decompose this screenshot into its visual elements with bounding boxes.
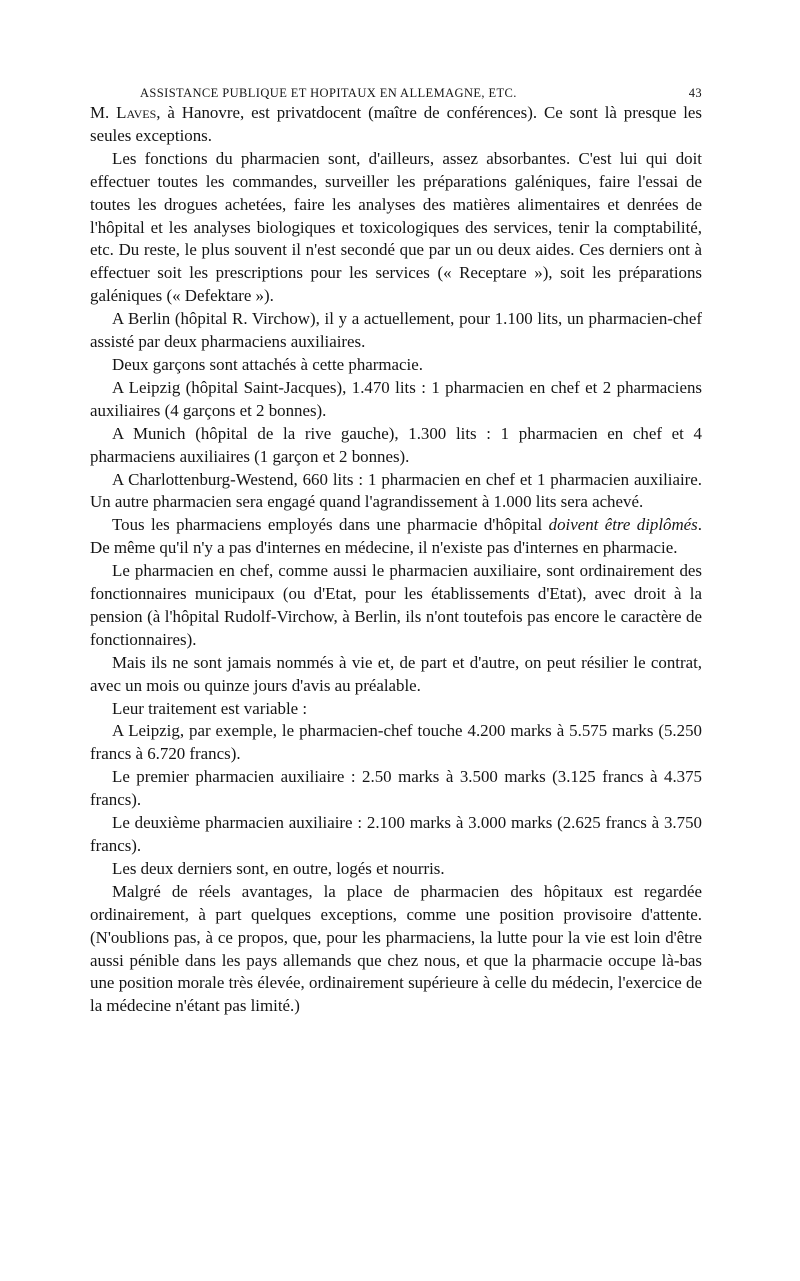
body-text bbox=[90, 102, 702, 1018]
paragraph: A Berlin (hôpital R. Virchow), il y a actuellement, pour 1.100 lits, un pharmacien-chef assisté par deux pharmaciens auxiliaires. bbox=[90, 309, 702, 352]
paragraph: Leur traitement est variable : bbox=[112, 698, 308, 718]
paragraph: Les deux derniers sont, en outre, logés et nourris. bbox=[112, 858, 445, 878]
book-page bbox=[90, 76, 702, 1018]
paragraph: M. Laves, à Hanovre, est privatdocent (maître de conférences). Ce sont là presque les seules exceptions. bbox=[90, 103, 702, 145]
paragraph: A Leipzig (hôpital Saint-Jacques), 1.470 lits : 1 pharmacien en chef et 2 pharmaciens auxiliaires (4 garçons et 2 bonnes). bbox=[90, 377, 702, 420]
paragraph: Le premier pharmacien auxiliaire : 2.50 marks à 3.500 marks (3.125 francs à 4.375 francs). bbox=[90, 767, 702, 810]
paragraph: A Leipzig, par exemple, le pharmacien-chef touche 4.200 marks à 5.575 marks (5.250 francs à 6.720 francs). bbox=[90, 721, 702, 764]
paragraph: Les fonctions du pharmacien sont, d'ailleurs, assez absorbantes. C'est lui qui doit effectuer toutes les commandes, surveiller les préparations galéniques, faire l'essai de toutes les drogues achetées, faire les analyses des matières alimentaires et denrées de l'hôpital et les analyses biologiques et toxicologiques des services, tenir la comptabilité, etc. Du reste, le plus souvent il n'est secondé que par un ou deux aides. Ces derniers ont à effectuer soit les prescriptions pour les services (« Receptare »), soit les préparations galéniques (« Defektare »). bbox=[90, 148, 702, 306]
paragraph: Mais ils ne sont jamais nommés à vie et, de part et d'autre, on peut résilier le contrat, avec un mois ou quinze jours d'avis au préalable. bbox=[90, 652, 702, 695]
person-name: Laves bbox=[116, 103, 157, 122]
emphasis: doivent être diplômés bbox=[548, 515, 698, 535]
paragraph: Le deuxième pharmacien auxiliaire : 2.100 marks à 3.000 marks (2.625 francs à 3.750 francs). bbox=[90, 813, 702, 855]
page-number: 43 bbox=[688, 86, 702, 100]
paragraph: Malgré de réels avantages, la place de pharmacien des hôpitaux est regardée ordinairement, à part quelques exceptions, comme une position provisoire d'attente. (N'oublions pas, à ce propos, que, pour les pharmaciens, la lutte pour la vie est loin d'être aussi pénible dans les pays allemands que chez nous, et que la pharmacie occupe là-bas une position morale très élevée, ordinairement supérieure à celle du médecin, l'exercice de la médecine n'étant pas limité.) bbox=[90, 881, 702, 1016]
paragraph: A Munich (hôpital de la rive gauche), 1.300 lits : 1 pharmacien en chef et 4 pharmaciens auxiliaires (1 garçon et 2 bonnes). bbox=[90, 423, 702, 466]
paragraph: A Charlottenburg-Westend, 660 lits : 1 pharmacien en chef et 1 pharmacien auxiliaire. Un autre pharmacien sera engagé quand l'agrandissement à 1.000 lits sera achevé. bbox=[90, 469, 702, 512]
paragraph: Deux garçons sont attachés à cette pharmacie. bbox=[112, 354, 423, 374]
paragraph: Tous les pharmaciens employés dans une pharmacie d'hôpital doivent être diplômés. De même qu'il n'y a pas d'internes en médecine, il n'existe pas d'internes en pharmacie. bbox=[90, 515, 702, 558]
running-title: ASSISTANCE PUBLIQUE ET HOPITAUX EN ALLEMAGNE, ETC. bbox=[140, 86, 517, 100]
page-header bbox=[90, 76, 702, 102]
paragraph: Le pharmacien en chef, comme aussi le pharmacien auxiliaire, sont ordinairement des fonctionnaires municipaux (ou d'Etat, pour les établissements d'Etat), avec droit à la pension (à l'hôpital Rudolf-Virchow, à Berlin, ils n'ont toutefois pas encore le caractère de fonctionnaires). bbox=[90, 561, 702, 649]
